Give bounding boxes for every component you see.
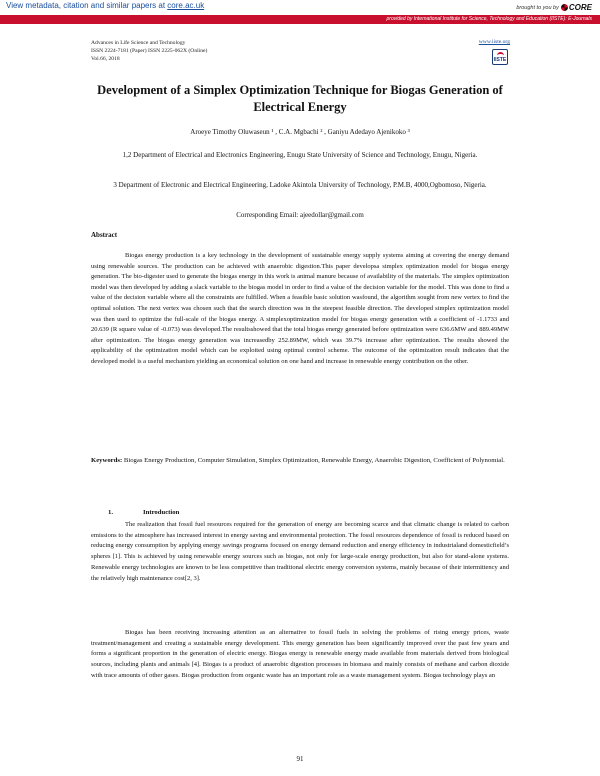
journal-issn: ISSN 2224-7181 (Paper) ISSN 2225-062X (Online) [91,48,208,54]
intro-paragraph-1: The realization that fossil fuel resources required for the generation of energy are becoming scarce and that climatic change is related to carbon emissions to the atmosphere has increased interest in energy saving and environmental protection. The fossil resources dependence of fossil is reduced based on reducing energy consumption by applying energy savings programs focused on energy demand reduction and energy efficiency in industrialand domesticfield’s spheres [1]. This is achieved by using renewable energy sources such as biogas, not only for large-scale energy production, but also for stand-alone systems. Renewable energy technologies are known to be less competitive than traditional electric energy conversion systems, mainly because of their intermittency and the relatively high maintenance cost[2, 3]. [91,521,509,582]
brought-by-text: brought to you by [516,4,559,11]
section-title: Introduction [143,509,180,516]
journal-site-link[interactable]: www.iiste.org [478,39,510,45]
core-logo-icon [561,4,568,11]
brought-to-you [516,3,592,12]
affiliation-2: 3 Department of Electronic and Electrical Engineering, Ladoke Akintola University of Technology, P.M.B, 4000,Ogbomoso, Nigeria. [113,181,487,189]
iiste-logo [492,49,508,65]
intro-paragraph-2: Biogas has been receiving increasing attention as an alternative to fossil fuels in solving the problems of rising energy prices, waste treatment/management and creating a sustainable energy development. This energy generation has been significantly improved over the past few years and forms a significant proportion in the generation of electric energy. Biogas energy is renewable energy made available from materials derived from biological sources, including plants and animals [4]. Biogas is a product of anaerobic digestion processes in biomass and mainly consists of methane and carbon dioxide with trace amounts of other gases. Biogas production from organic waste has an important role as a waste management system. Biogas technology plays an [91,629,509,679]
core-link-site[interactable]: core.ac.uk [167,1,205,10]
keywords [91,456,509,466]
core-logo-text: CORE [568,3,592,12]
provider-bar [0,15,600,24]
journal-volume: Vol.66, 2018 [91,56,120,62]
core-link-prefix: View metadata, citation and similar papers at [6,1,166,10]
abstract-body: Biogas energy production is a key technology in the development of sustainable energy supply systems aiming at covering the energy demand using renewable sources. The production can be achieved with anaerobic digestion.This paper developsa simplex optimization model for biogas energy generation. The bio-digester used to generate the biogas energy in this work is animal manure because of availability of the materials. The simplex optimization model was then developed by adding a slack variable to the biogas model in order to find a value of the decision variable for the model. This was done to find a value of the decision variable where all the constraints are fulfilled. When a feasible basic solution wasfound, the algorithm sought from new vertex to find the optimal solution. The next vertex was chosen such that the search direction was in the steepest feasible direction. The developed simplex optimization model was then used to optimize the full-scale of the biogas energy. A simplexoptimization model for biogas energy generation with a coefficient of -1.1733 and 20.639 (R square value of -0.073) was developed.The resultsshowed that the total biogas energy generated before optimization were 636.6MW and 889.49MW after optimization. The biogas energy generation was increasedby 252.89MW, which was 39.7% increase after optimization. The results showed the applicability of the optimization model which can be exploited using optimal control scheme. The outcome of the optimization result indicates that the developed model is a useful mechanism yielding an economical solution on one hand and increase in renewable energy contribution on the other. [91,252,509,365]
keywords-list: Biogas Energy Production, Computer Simulation, Simplex Optimization, Renewable Energy, Anaerobic Digestion, Coefficient of Polynomial. [123,457,505,464]
abstract-heading: Abstract [91,231,118,239]
affiliation-1: 1,2 Department of Electrical and Electronics Engineering, Enugu State University of Science and Technology, Enugu, Nigeria. [122,151,478,159]
paper-authors: Aroeye Timothy Oluwaseun ¹ , C.A. Mgbachi ² , Ganiyu Adedayo Ajenikoko ³ [190,128,410,136]
journal-header [91,39,207,63]
corresponding-email: Corresponding Email: ajeedollar@gmail.com [236,211,364,219]
journal-name: Advances in Life Science and Technology [91,40,186,46]
keywords-label: Keywords: [91,457,123,464]
core-logo[interactable] [561,3,592,12]
iiste-logo-text: IISTE [493,57,507,63]
core-banner [0,0,600,12]
core-metadata-link[interactable] [6,1,204,10]
page-number: 91 [296,755,304,763]
provider-text: provided by International Institute for Science, Technology and Education (IISTE): E-Journals [386,16,592,22]
section-number: 1. [108,509,114,516]
paper-title: Development of a Simplex Optimization Technique for Biogas Generation of Electrical Energy [97,83,503,114]
section-heading [108,509,179,516]
